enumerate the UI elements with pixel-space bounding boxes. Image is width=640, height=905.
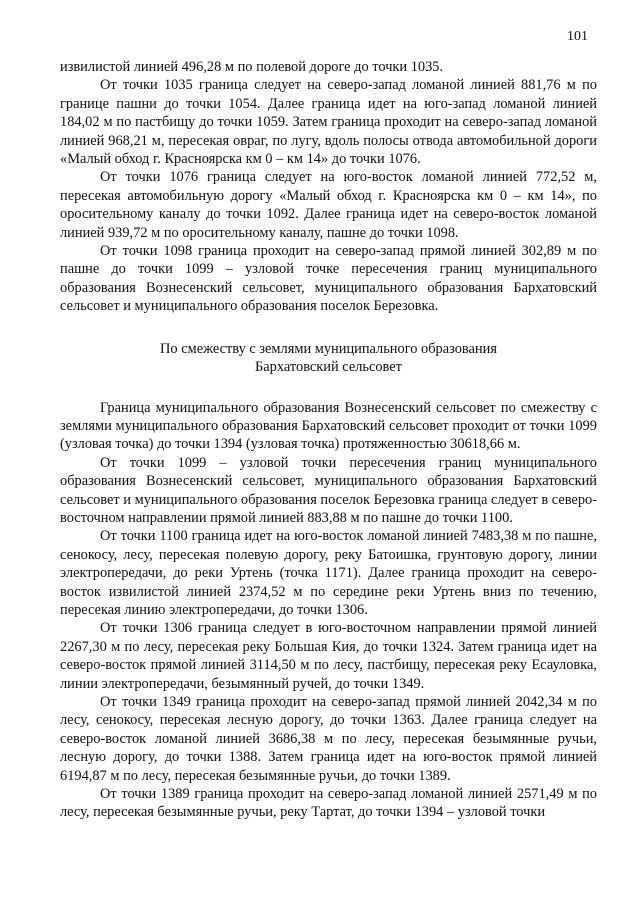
- paragraph: От точки 1306 граница следует в юго-восточном направлении прямой линией 2267,30 м по лесу, пересекая реку Большая Кия, до точки 1324. Затем граница идет на северо-восток прямой линией 3114,50 м по лесу, пастбищу, пересекая реку Есауловка, линии электропередачи, безымянный ручей, до точки 1349.: [60, 620, 597, 692]
- paragraph: От точки 1099 – узловой точки пересечения границ муниципального образования Вознесенский сельсовет, муниципального образования Бархатовский сельсовет и муниципального образования поселок Березовка граница следует в северо-восточном направлении прямой линией 883,88 м по пашне до точки 1100.: [60, 454, 597, 526]
- paragraph: От точки 1035 граница следует на северо-запад ломаной линией 881,76 м по границе пашни до точки 1054. Далее граница идет на юго-запад ломаной линией 184,02 м по пастбищу до точки 1059. Затем граница проходит на северо-запад ломаной линией 968,21 м, пересекая овраг, по лугу, вдоль полосы отвода автомобильной дороги «Малый обход г. Красноярска км 0 – км 14» до точки 1076.: [60, 77, 597, 168]
- section-heading: [60, 340, 597, 377]
- section-heading-line-2: Бархатовский сельсовет: [255, 359, 402, 376]
- paragraph: От точки 1349 граница проходит на северо-запад прямой линией 2042,34 м по лесу, сенокосу, пересекая лесную дорогу, до точки 1363. Далее граница следует на северо-восток ломаной линией 3686,38 м по лесу, пересекая безымянные ручьи, лесную дорогу, до точки 1388. Затем граница идет на юго-восток прямой линией 6194,87 м по лесу, пересекая безымянные ручьи, до точки 1389.: [60, 694, 597, 784]
- paragraph: От точки 1389 граница проходит на северо-запад ломаной линией 2571,49 м по лесу, пересекая безымянные ручьи, реку Тартат, до точки 1394 – узловой точки: [60, 786, 597, 821]
- paragraph: От точки 1100 граница идет на юго-восток ломаной линией 7483,38 м по пашне, сенокосу, лесу, пересекая полевую дорогу, реку Батоишка, грунтовую дорогу, линии электропередачи, до реки Уртень (точка 1171). Далее граница проходит на северо-восток извилистой линией 2374,52 м по середине реки Уртень вниз по течению, пересекая линию электропередачи, до точки 1306.: [60, 528, 597, 618]
- page-content: [60, 58, 597, 822]
- paragraph: От точки 1098 граница проходит на северо-запад прямой линией 302,89 м по пашне до точки 1099 – узловой точке пересечения границ муниципального образования Вознесенский сельсовет, муниципального образования Бархатовский сельсовет и муниципального образования поселок Березовка.: [60, 243, 597, 315]
- paragraph: Граница муниципального образования Вознесенский сельсовет по смежеству с землями муниципального образования Бархатовский сельсовет проходит от точки 1099 (узловая точка) до точки 1394 (узловая точка) протяженностью 30618,66 м.: [60, 399, 597, 453]
- section-heading-line-1: По смежеству с землями муниципального образования: [160, 340, 497, 357]
- page-number: 101: [567, 29, 588, 44]
- paragraph: От точки 1076 граница следует на юго-восток ломаной линией 772,52 м, пересекая автомобильную дорогу «Малый обход г. Красноярска км 0 – км 14», по оросительному каналу до точки 1092. Далее граница идет на северо-восток ломаной линией 939,72 м по оросительному каналу, пашне до точки 1098.: [60, 169, 597, 241]
- paragraph: извилистой линией 496,28 м по полевой дороге до точки 1035.: [60, 59, 444, 75]
